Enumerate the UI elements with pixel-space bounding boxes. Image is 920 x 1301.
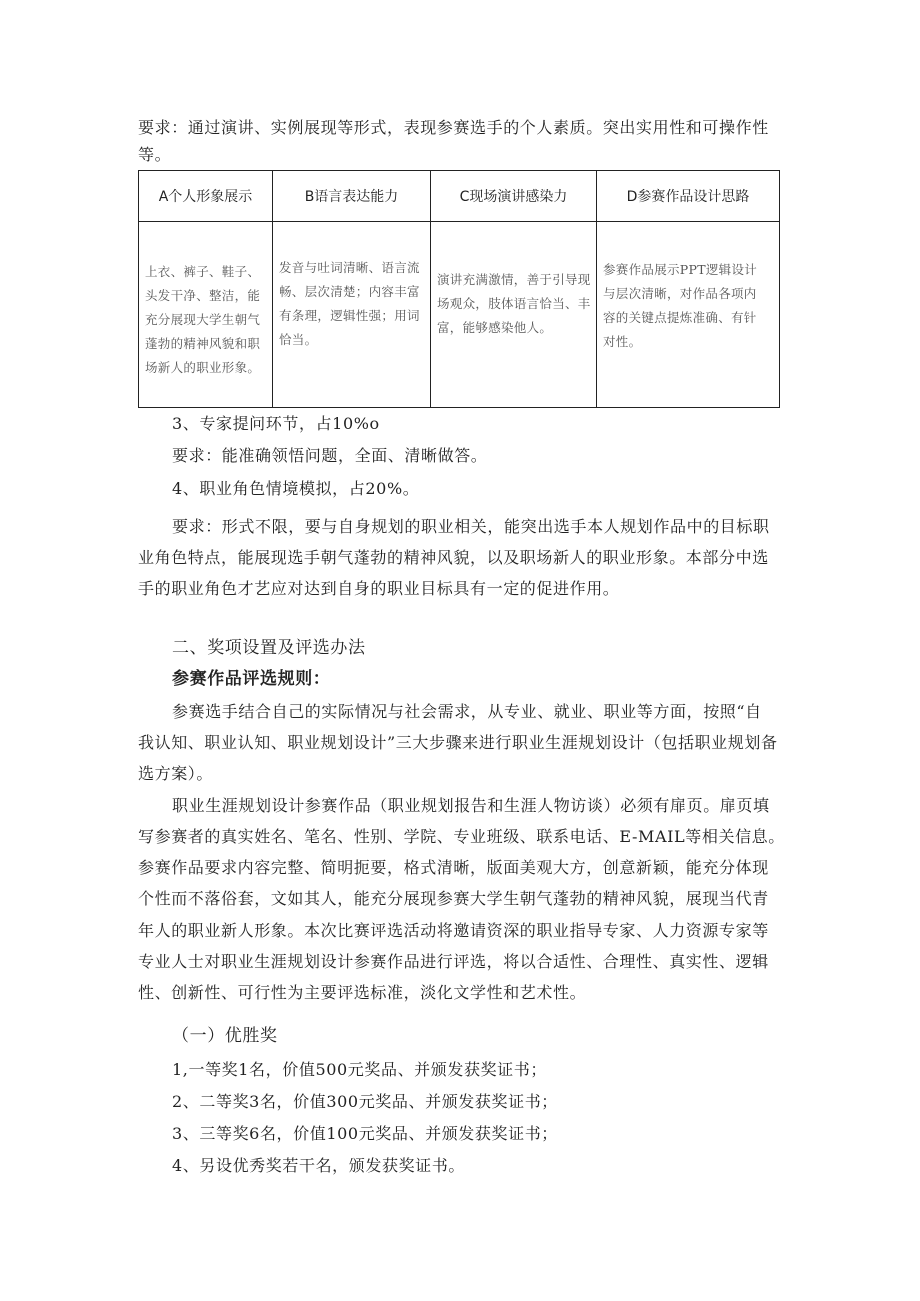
- cell-line: 对性。: [603, 334, 642, 349]
- para2-line-3: 参赛作品要求内容完整、简明扼要，格式清晰，版面美观大方，创意新颖，能充分体现: [138, 858, 769, 877]
- part2-subheading: 参赛作品评选规则：: [172, 669, 331, 689]
- section4-req-line-2: 业角色特点，能展现选手朝气蓬勃的精神风貌，以及职场新人的职业形象。本部分中选: [138, 548, 769, 567]
- cell-line: 畅、层次清楚；内容丰富: [279, 284, 420, 299]
- para1-line-3: 选方案）。: [138, 764, 214, 783]
- cell-line: 场观众，肢体语言恰当、丰: [437, 296, 591, 311]
- section3-requirement: 要求：能准确领悟问题，全面、清晰做答。: [172, 446, 488, 465]
- section4-title: 4、职业角色情境模拟，占20%。: [172, 479, 420, 498]
- cell-line: 上衣、裤子、鞋子、: [145, 264, 261, 279]
- table-cell-c: [431, 222, 597, 408]
- para2-line-1: 职业生涯规划设计参赛作品（职业规划报告和生涯人物访谈）必须有扉页。扉页填: [172, 796, 770, 815]
- para2-line-2: 写参赛者的真实姓名、笔名、性别、学院、专业班级、联系电话、E-MAIL等相关信息。: [138, 827, 785, 846]
- section4-req-line-1: 要求：形式不限，要与自身规划的职业相关，能突出选手本人规划作品中的目标职: [172, 517, 770, 536]
- award-item-2: 2、二等奖3名，价值300元奖品、并颁发获奖证书；: [172, 1092, 558, 1111]
- table-row: [139, 222, 780, 408]
- cell-line: 蓬勃的精神风貌和职: [145, 336, 261, 351]
- awards-heading: （一）优胜奖: [172, 1026, 278, 1046]
- para2-line-6: 专业人士对职业生涯规划设计参赛作品进行评选，将以合适性、合理性、真实性、逻辑: [138, 952, 769, 971]
- cell-line: 参赛作品展示PPT逻辑设计: [603, 262, 758, 277]
- award-item-1: 1,一等奖1名，价值500元奖品、并颁发获奖证书；: [172, 1060, 547, 1079]
- section4-req-line-3: 手的职业角色才艺应对达到自身的职业目标具有一定的促进作用。: [138, 579, 620, 598]
- section3-title: 3、专家提问环节，占10%o: [172, 414, 380, 433]
- table-cell-b: [273, 222, 431, 408]
- para2-line-7: 性、创新性、可行性为主要评选标准，淡化文学性和艺术性。: [138, 983, 587, 1002]
- table-header-c: C现场演讲感染力: [431, 171, 597, 222]
- cell-line: 富，能够感染他人。: [437, 320, 553, 335]
- cell-line: 与层次清晰，对作品各项内: [603, 286, 757, 301]
- table-cell-a: [139, 222, 273, 408]
- scoring-table: [138, 170, 780, 408]
- cell-line: 发音与吐词清晰、语言流: [279, 260, 420, 275]
- para1-line-1: 参赛选手结合自己的实际情况与社会需求，从专业、就业、职业等方面，按照“自: [172, 702, 762, 721]
- part2-heading: 二、奖项设置及评选办法: [172, 638, 366, 658]
- table-cell-d: [597, 222, 780, 408]
- award-item-3: 3、三等奖6名，价值100元奖品、并颁发获奖证书；: [172, 1124, 558, 1143]
- cell-line: 有条理，逻辑性强；用词: [279, 308, 420, 323]
- table-header-a: A个人形象展示: [139, 171, 273, 222]
- cell-line: 恰当。: [279, 332, 318, 347]
- intro-line-2: 等。: [138, 145, 172, 164]
- cell-line: 头发干净、整洁，能: [145, 288, 261, 303]
- cell-line: 容的关键点提炼准确、有针: [603, 310, 757, 325]
- table-header-b: B语言表达能力: [273, 171, 431, 222]
- cell-line: 演讲充满激情，善于引导现: [437, 272, 591, 287]
- intro-line-1: 要求：通过演讲、实例展现等形式，表现参赛选手的个人素质。突出实用性和可操作性: [138, 118, 769, 137]
- para1-line-2: 我认知、职业认知、职业规划设计”三大步骤来进行职业生涯规划设计（包括职业规划备: [138, 733, 778, 752]
- table-header-row: [139, 171, 780, 222]
- award-item-4: 4、另设优秀奖若干名，颁发获奖证书。: [172, 1156, 465, 1175]
- cell-line: 充分展现大学生朝气: [145, 312, 261, 327]
- para2-line-4: 个性而不落俗套，文如其人，能充分展现参赛大学生朝气蓬勃的精神风貌，展现当代青: [138, 889, 769, 908]
- para2-line-5: 年人的职业新人形象。本次比赛评选活动将邀请资深的职业指导专家、人力资源专家等: [138, 921, 769, 940]
- table-header-d: D参赛作品设计思路: [597, 171, 780, 222]
- cell-line: 场新人的职业形象。: [145, 360, 261, 375]
